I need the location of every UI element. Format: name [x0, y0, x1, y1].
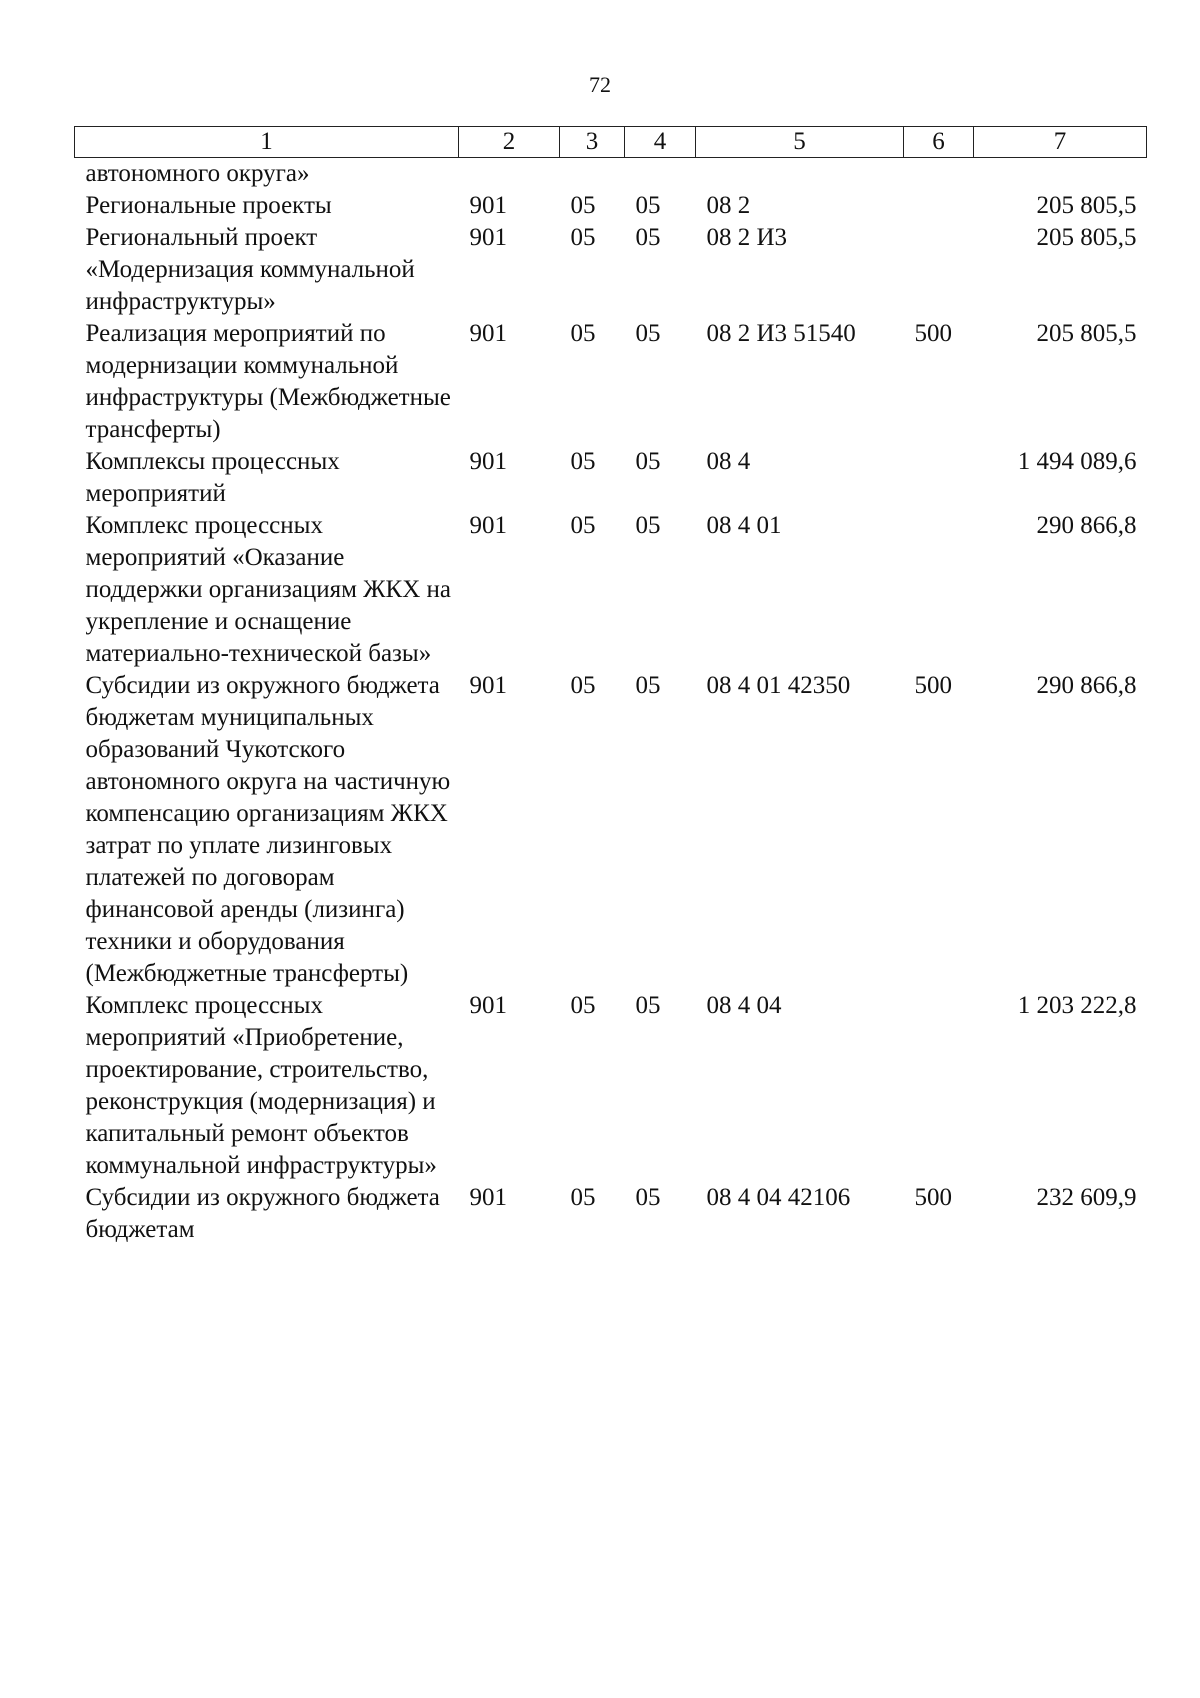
- header-cell-2: 2: [459, 127, 560, 158]
- ministry-code: 901: [469, 672, 507, 699]
- table-row: [75, 510, 1147, 670]
- expense-type-code: 500: [914, 672, 952, 699]
- subsection-code: 05: [635, 672, 661, 699]
- target-article-code: [696, 158, 904, 191]
- subsection-code: 05: [635, 224, 661, 251]
- header-cell-1: 1: [75, 127, 459, 158]
- header-cell-6: 6: [904, 127, 974, 158]
- subsection-code: 05: [635, 992, 661, 1019]
- ministry-code: [459, 158, 560, 191]
- expense-type-code: [904, 510, 974, 670]
- table-row: [75, 318, 1147, 446]
- ministry-code: 901: [469, 320, 507, 347]
- amount: 1 494 089,6: [1017, 448, 1137, 475]
- section-code: 05: [570, 512, 596, 539]
- item-name: Комплексы процессных мероприятий: [85, 448, 340, 507]
- table-row: [75, 190, 1147, 222]
- expense-type-code: [904, 222, 974, 318]
- target-article-code: 08 4 01 42350: [706, 672, 851, 699]
- subsection-code: 05: [635, 448, 661, 475]
- amount: 1 203 222,8: [1017, 992, 1137, 1019]
- header-cell-3: 3: [560, 127, 625, 158]
- table-row: [75, 158, 1147, 191]
- item-name: автономного округа»: [85, 160, 310, 187]
- section-code: [560, 158, 625, 191]
- table-row: [75, 446, 1147, 510]
- page-number: 72: [589, 72, 611, 97]
- target-article-code: 08 4 04 42106: [706, 1184, 851, 1211]
- subsection-code: 05: [635, 512, 661, 539]
- expense-type-code: 500: [914, 1184, 952, 1211]
- amount: 290 866,8: [1036, 512, 1137, 539]
- subsection-code: [625, 158, 696, 191]
- table-row: [75, 990, 1147, 1182]
- amount: 205 805,5: [1036, 192, 1137, 219]
- section-code: 05: [570, 320, 596, 347]
- header-cell-5: 5: [696, 127, 904, 158]
- amount: [974, 158, 1147, 191]
- section-code: 05: [570, 448, 596, 475]
- subsection-code: 05: [635, 192, 661, 219]
- ministry-code: 901: [469, 1184, 507, 1211]
- section-code: 05: [570, 672, 596, 699]
- ministry-code: 901: [469, 192, 507, 219]
- section-code: 05: [570, 992, 596, 1019]
- subsection-code: 05: [635, 320, 661, 347]
- item-name: Реализация мероприятий по модернизации коммунальной инфраструктуры (Межбюджетные трансферты): [85, 320, 451, 443]
- expense-type-code: [904, 158, 974, 191]
- header-cell-4: 4: [625, 127, 696, 158]
- expense-type-code: 500: [914, 320, 952, 347]
- target-article-code: 08 2 И3 51540: [706, 320, 856, 347]
- item-name: Субсидии из окружного бюджета бюджетам муниципальных образований Чукотского автономного округа на частичную компенсацию организациям ЖКХ затрат по уплате лизинговых платежей по договорам финансовой аренды (лизинга) техники и оборудования (Межбюджетные трансферты): [85, 672, 451, 987]
- expense-type-code: [904, 446, 974, 510]
- section-code: 05: [570, 1184, 596, 1211]
- item-name: Комплекс процессных мероприятий «Оказание поддержки организациям ЖКХ на укрепление и оснащение материально-технической базы»: [85, 512, 452, 667]
- budget-table: [74, 126, 1147, 1246]
- item-name: Субсидии из окружного бюджета бюджетам: [85, 1184, 440, 1243]
- item-name: Комплекс процессных мероприятий «Приобретение, проектирование, строительство, реконструкция (модернизация) и капитальный ремонт объектов коммунальной инфраструктуры»: [85, 992, 437, 1179]
- target-article-code: 08 4 01: [706, 512, 782, 539]
- table-row: [75, 670, 1147, 990]
- amount: 290 866,8: [1036, 672, 1137, 699]
- section-code: 05: [570, 192, 596, 219]
- expense-type-code: [904, 190, 974, 222]
- amount: 232 609,9: [1036, 1184, 1137, 1211]
- header-row: [75, 127, 1147, 158]
- table-body: [75, 158, 1147, 1247]
- amount: 205 805,5: [1036, 320, 1137, 347]
- target-article-code: 08 4: [706, 448, 751, 475]
- ministry-code: 901: [469, 224, 507, 251]
- amount: 205 805,5: [1036, 224, 1137, 251]
- table-header: [75, 127, 1147, 158]
- target-article-code: 08 4 04: [706, 992, 782, 1019]
- ministry-code: 901: [469, 992, 507, 1019]
- target-article-code: 08 2 И3: [706, 224, 788, 251]
- ministry-code: 901: [469, 512, 507, 539]
- target-article-code: 08 2: [706, 192, 751, 219]
- table-row: [75, 1182, 1147, 1246]
- item-name: Региональный проект «Модернизация коммунальной инфраструктуры»: [85, 224, 415, 315]
- header-cell-7: 7: [974, 127, 1147, 158]
- table-row: [75, 222, 1147, 318]
- expense-type-code: [904, 990, 974, 1182]
- subsection-code: 05: [635, 1184, 661, 1211]
- section-code: 05: [570, 224, 596, 251]
- ministry-code: 901: [469, 448, 507, 475]
- item-name: Региональные проекты: [85, 192, 332, 219]
